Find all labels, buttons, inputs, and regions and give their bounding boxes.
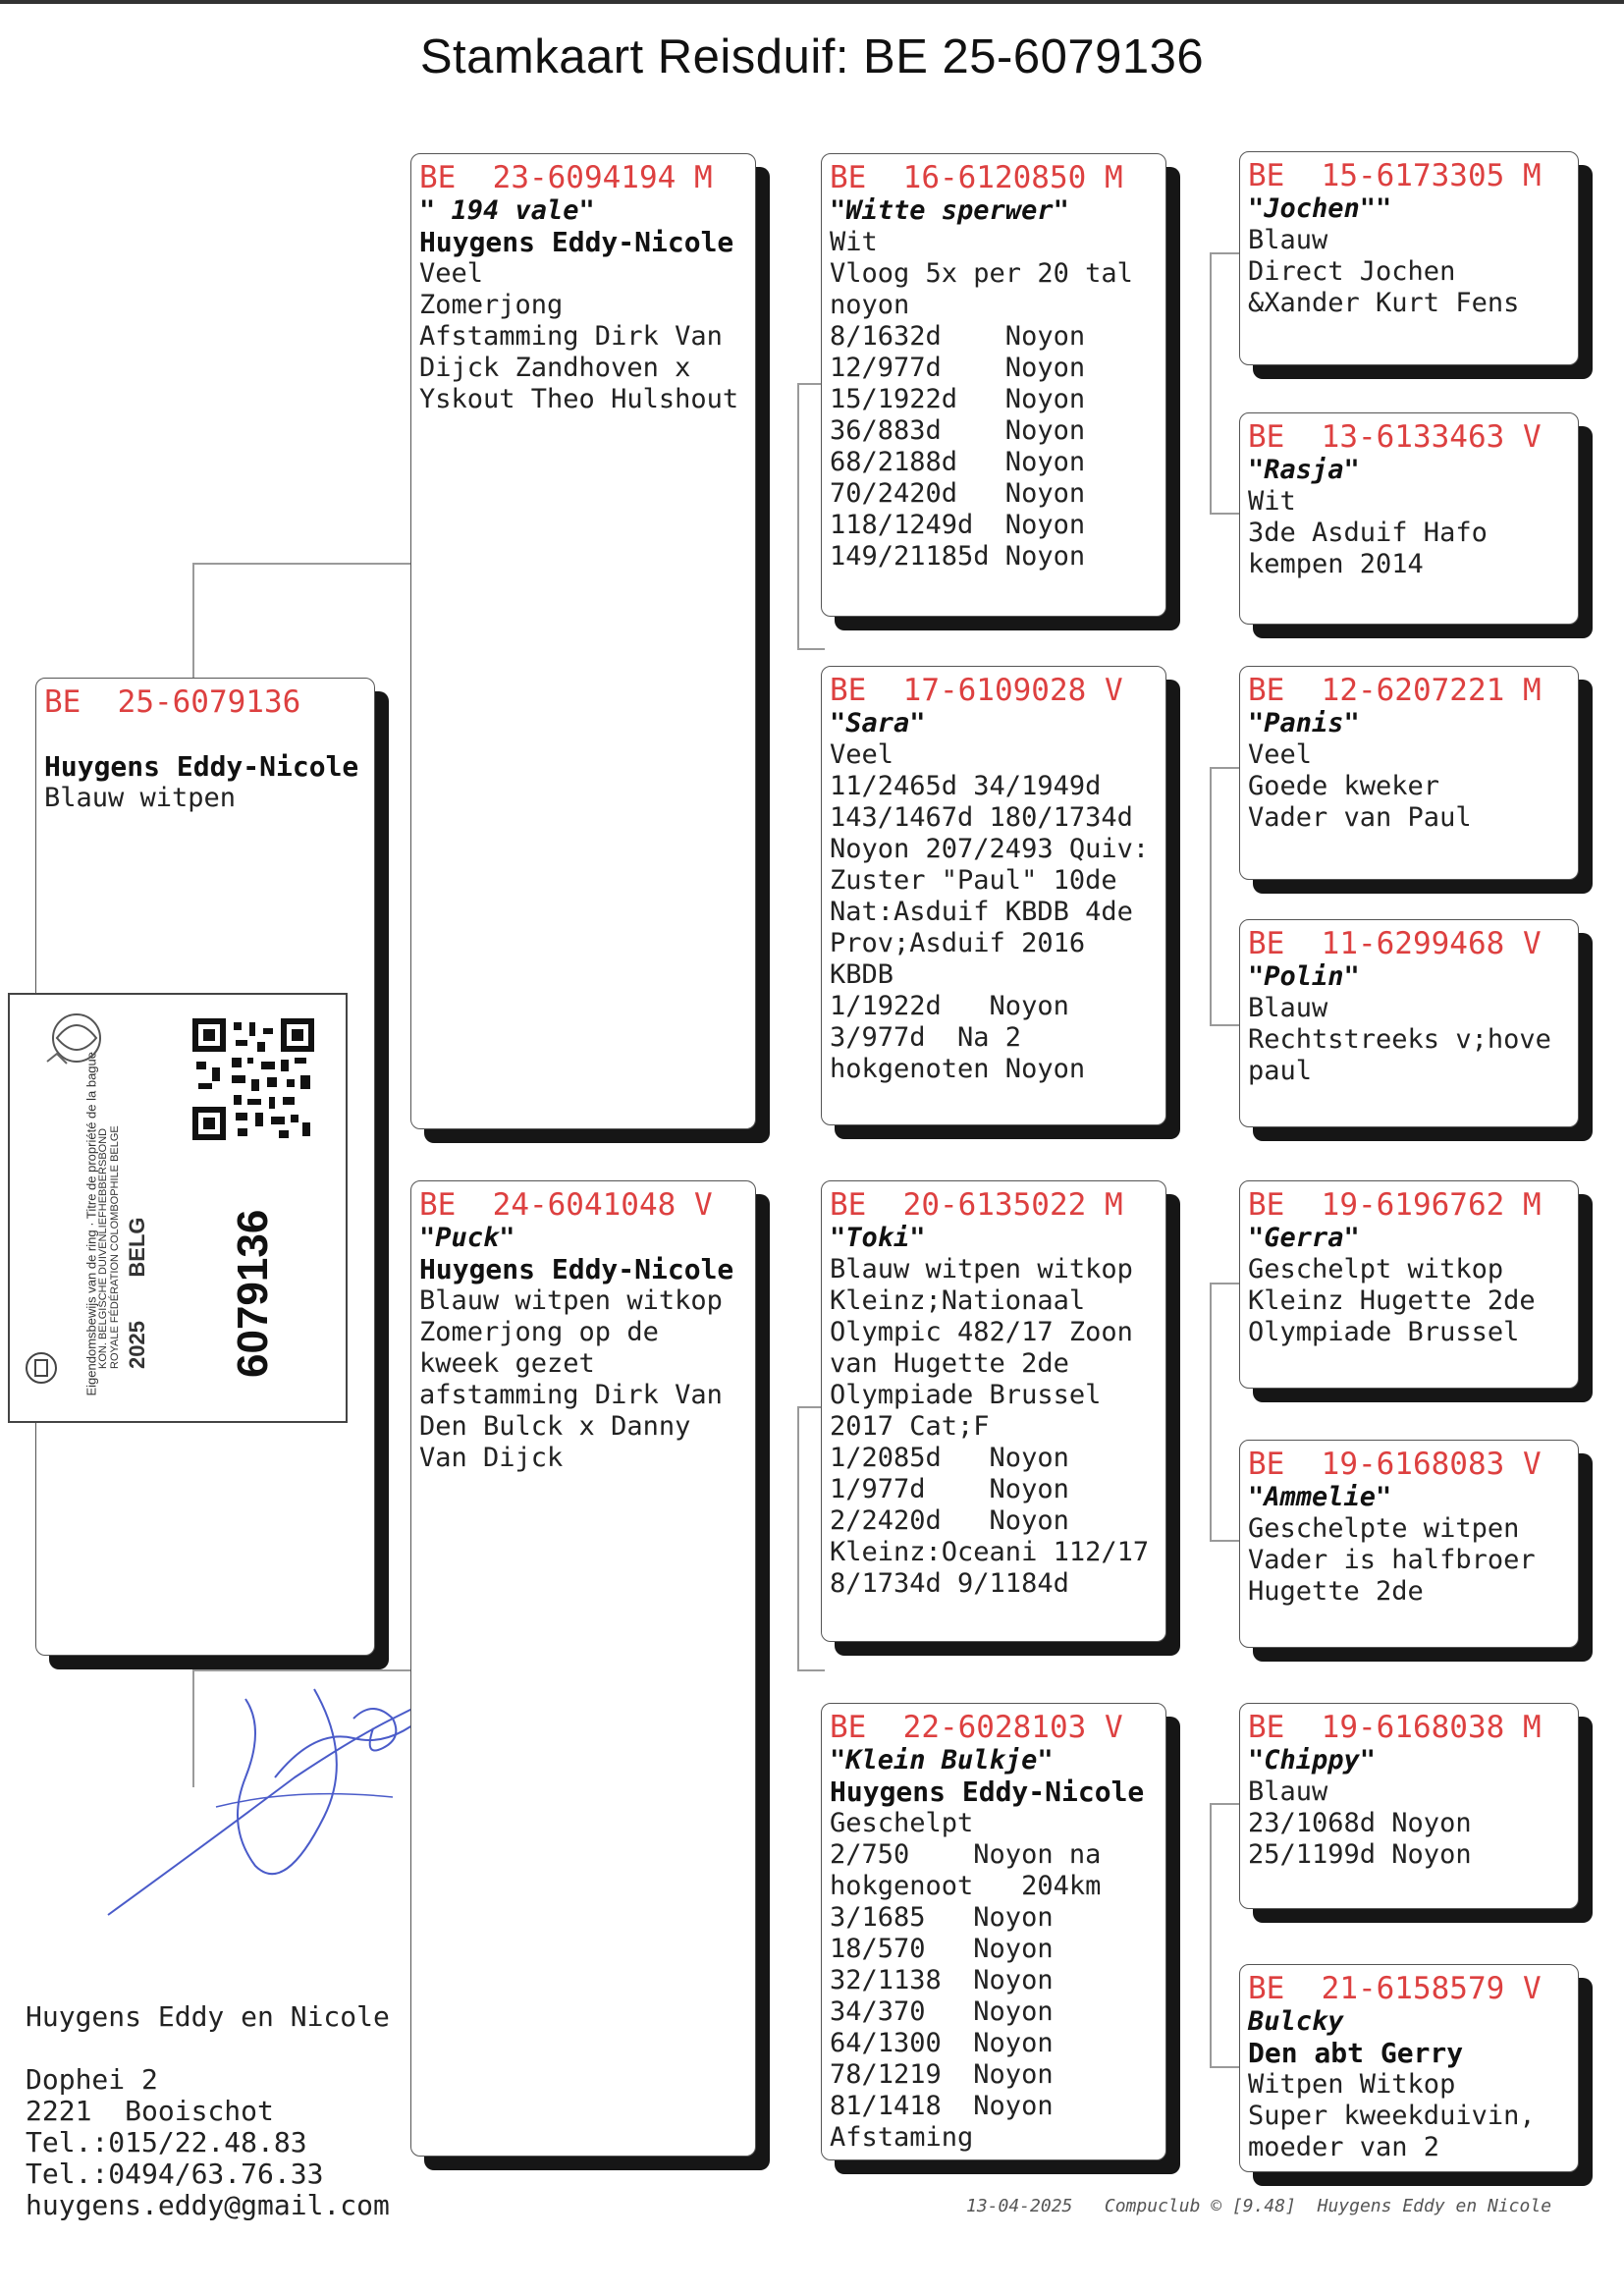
info-line: Direct Jochen [1248,256,1456,287]
info-line: 25/1199d Noyon [1248,1839,1472,1870]
info-line: 34/370 Noyon [830,1996,1054,2027]
federation-fr: ROYALE FÉDÉRATION COLOMBOPHILE BELGE [109,1125,121,1369]
qr-code-icon [192,1018,314,1140]
info-line: van Hugette 2de [830,1348,1069,1379]
info-line: 81/1418 Noyon [830,2091,1054,2121]
info-line: Blauw witpen witkop [830,1254,1133,1284]
address-street: Dophei 2 [26,2063,158,2096]
info-line: Olympic 482/17 Zoon [830,1317,1133,1347]
connector [1210,252,1239,254]
connector [192,563,194,681]
pedigree-card-grandfather-paternal [821,153,1166,617]
connector [1210,1803,1239,1805]
connector [1210,2066,1239,2068]
info-line: kempen 2014 [1248,549,1424,579]
connector [797,1669,825,1671]
info-line: noyon [830,290,910,320]
info-line: 32/1138 Noyon [830,1965,1054,1995]
info-line: 8/1734d 9/1184d [830,1568,1069,1599]
pedigree-card-great-grandparent [1239,1440,1579,1648]
address-phone: Tel.:015/22.48.83 [26,2126,307,2158]
info-line: kweek gezet [419,1348,595,1379]
pigeon-name: Bulcky [1248,2006,1344,2037]
info-line: Witpen Witkop [1248,2069,1456,2100]
connector [797,1406,799,1669]
info-line: hokgenoten Noyon [830,1054,1086,1084]
info-line: Blauw [1248,1776,1328,1807]
info-line: 1/977d Noyon [830,1474,1069,1504]
info-line: 36/883d Noyon [830,415,1086,446]
footer-text: 13-04-2025 Compuclub © [9.48] Huygens Eddy en Nicole [966,2196,1552,2216]
connector [1210,1803,1212,2066]
shield-icon [22,1348,61,1388]
address-city: 2221 Booischot [26,2095,274,2127]
pigeon-name: "Puck" [419,1223,515,1253]
pedigree-card-great-grandparent [1239,1180,1579,1389]
ring-number: BE 23-6094194 M [419,160,713,195]
info-line: 11/2465d 34/1949d [830,771,1102,801]
info-line: &Xander Kurt Fens [1248,288,1520,318]
connector [1210,1540,1239,1542]
info-line: Wit [1248,486,1296,517]
owner-name: Huygens Eddy-Nicole [830,1776,1145,1808]
info-line: Rechtstreeks v;hove [1248,1024,1551,1055]
info-line: 8/1632d Noyon [830,321,1086,352]
info-line: 143/1467d 180/1734d [830,802,1133,833]
info-line: Veel [1248,739,1313,770]
color-text: Blauw witpen [44,783,237,813]
info-line: Vader van Paul [1248,802,1472,833]
ring-number: BE 16-6120850 M [830,160,1123,195]
connector [1210,1283,1239,1284]
owner-name: Huygens Eddy-Nicole [44,750,359,783]
info-line: Afstamming Dirk Van [419,321,723,352]
info-line: Yskout Theo Hulshout [419,384,739,414]
info-line: Zuster "Paul" 10de [830,865,1117,896]
info-line: Nat:Asduif KBDB 4de [830,897,1133,927]
ownership-text: Eigendomsbewijs van de ring · Titre de propriété de la bague [83,1052,99,1396]
pedigree-card-great-grandparent [1239,1703,1579,1909]
connector [192,563,410,565]
ring-number: BE 15-6173305 M [1248,158,1542,193]
info-line: Blauw witpen witkop [419,1285,723,1316]
info-line: 18/570 Noyon [830,1934,1054,1964]
info-line: 1/1922d Noyon [830,991,1069,1021]
info-line: Dijck Zandhoven x [419,353,691,383]
info-line: paul [1248,1056,1313,1086]
owner-name: Huygens Eddy-Nicole [419,1253,734,1285]
info-line: Van Dijck [419,1443,564,1473]
pigeon-name: "Rasja" [1248,455,1360,485]
ring-number: BE 19-6196762 M [1248,1187,1542,1223]
info-line: Zomerjong [419,290,564,320]
info-line: Kleinz:Oceani 112/17 [830,1537,1150,1567]
info-line: Geschelpt witkop [1248,1254,1504,1284]
pigeon-name: "Panis" [1248,708,1360,738]
pedigree-card-great-grandparent [1239,919,1579,1127]
pigeon-name: "Witte sperwer" [830,195,1069,226]
info-line: 23/1068d Noyon [1248,1808,1472,1838]
info-line: 149/21185d Noyon [830,541,1086,572]
pedigree-card-great-grandparent [1239,666,1579,880]
info-line: Zomerjong op de [419,1317,659,1347]
info-line: hokgenoot 204km [830,1871,1102,1901]
pigeon-name: "Jochen"" [1248,193,1392,224]
address-email: huygens.eddy@gmail.com [26,2189,390,2221]
info-line: 12/977d Noyon [830,353,1086,383]
pedigree-card-grandmother-maternal [821,1703,1166,2160]
info-line: 118/1249d Noyon [830,510,1086,540]
page-title: Stamkaart Reisduif: BE 25-6079136 [419,30,1205,83]
pedigree-card-great-grandparent [1239,1964,1579,2172]
info-line: Den Bulck x Danny [419,1411,691,1442]
info-line: Kleinz Hugette 2de [1248,1285,1536,1316]
info-line: Afstaming [830,2122,974,2153]
pigeon-name: "Klein Bulkje" [830,1745,1054,1776]
connector [1210,252,1212,513]
info-line: 78/1219 Noyon [830,2059,1054,2090]
tag-country: BELG [125,1217,149,1278]
info-line: KBDB [830,959,894,990]
pigeon-name: "Sara" [830,708,926,738]
pedigree-card-father [410,153,756,1129]
info-line: Geschelpte witpen [1248,1513,1520,1544]
info-line: Vader is halfbroer [1248,1545,1536,1575]
pigeon-name: "Chippy" [1248,1745,1377,1776]
info-line: Super kweekduivin, [1248,2101,1536,2131]
connector [1210,767,1239,769]
owner-name: Den abt Gerry [1248,2037,1464,2069]
info-line: Prov;Asduif 2016 [830,928,1086,958]
connector [1210,1024,1239,1026]
ring-number: BE 19-6168083 V [1248,1447,1542,1482]
ring-number: BE 21-6158579 V [1248,1971,1542,2006]
info-line: 3/977d Na 2 [830,1022,1022,1053]
tag-year: 2025 [125,1321,149,1369]
info-line: Vloog 5x per 20 tal [830,258,1133,289]
federation-logo-icon [37,1003,106,1081]
top-rule [0,0,1624,4]
address-mobile: Tel.:0494/63.76.33 [26,2158,324,2190]
ring-number: BE 19-6168038 M [1248,1710,1542,1745]
info-line: Hugette 2de [1248,1576,1424,1607]
info-line: 1/2085d Noyon [830,1443,1069,1473]
info-line: 64/1300 Noyon [830,2028,1054,2058]
info-line: Geschelpt [830,1808,974,1838]
info-line: afstamming Dirk Van [419,1380,723,1410]
owner-name: Huygens Eddy-Nicole [419,226,734,258]
info-line: 2/750 Noyon na [830,1839,1102,1870]
connector [797,383,799,648]
federation-nl: KON. BELGISCHE DUIVENLIEFHEBBERSBOND [97,1127,109,1369]
info-line: 2017 Cat;F [830,1411,990,1442]
ring-number: BE 12-6207221 M [1248,673,1542,708]
pedigree-card-great-grandparent [1239,151,1579,365]
connector [1210,513,1239,515]
info-line: Veel [830,739,894,770]
info-line: 68/2188d Noyon [830,447,1086,477]
info-line: Noyon 207/2493 Quiv: [830,834,1150,864]
info-line: Goede kweker [1248,771,1440,801]
ring-number: BE 13-6133463 V [1248,419,1542,455]
tag-ring-number: 6079136 [229,1209,277,1378]
connector [1210,767,1212,1024]
info-line: 2/2420d Noyon [830,1505,1069,1536]
info-line: Kleinz;Nationaal [830,1285,1086,1316]
info-line: Wit [830,227,878,257]
pedigree-card-great-grandparent [1239,412,1579,625]
connector [1210,1283,1212,1540]
pigeon-name: "Polin" [1248,961,1360,992]
owner-address-block [26,2001,390,2221]
info-line: Blauw [1248,993,1328,1023]
info-line: Olympiade Brussel [1248,1317,1520,1347]
ring-number: BE 25-6079136 [44,684,301,720]
pigeon-name: "Toki" [830,1223,926,1253]
ring-number: BE 22-6028103 V [830,1710,1123,1745]
ring-number: BE 11-6299468 V [1248,926,1542,961]
tag-text-block [97,1035,166,1369]
ring-number: BE 17-6109028 V [830,673,1123,708]
address-name: Huygens Eddy en Nicole [26,2000,390,2033]
pedigree-card-grandmother-paternal [821,666,1166,1125]
info-line: 3de Asduif Hafo [1248,518,1488,548]
info-line: Veel [419,258,484,289]
info-line: Olympiade Brussel [830,1380,1102,1410]
pigeon-name: "Gerra" [1248,1223,1360,1253]
ring-number: BE 24-6041048 V [419,1187,713,1223]
pigeon-name: "Ammelie" [1248,1482,1392,1512]
pigeon-name: " 194 vale" [419,195,595,226]
pedigree-card-grandfather-maternal [821,1180,1166,1642]
info-line: Blauw [1248,225,1328,255]
info-line: 15/1922d Noyon [830,384,1086,414]
ring-number: BE 20-6135022 M [830,1187,1123,1223]
info-line: 70/2420d Noyon [830,478,1086,509]
pedigree-card-mother [410,1180,756,2157]
info-line: moeder van 2 [1248,2132,1440,2162]
info-line: 3/1685 Noyon [830,1902,1054,1933]
connector [797,648,825,650]
ring-ownership-tag [8,993,348,1423]
